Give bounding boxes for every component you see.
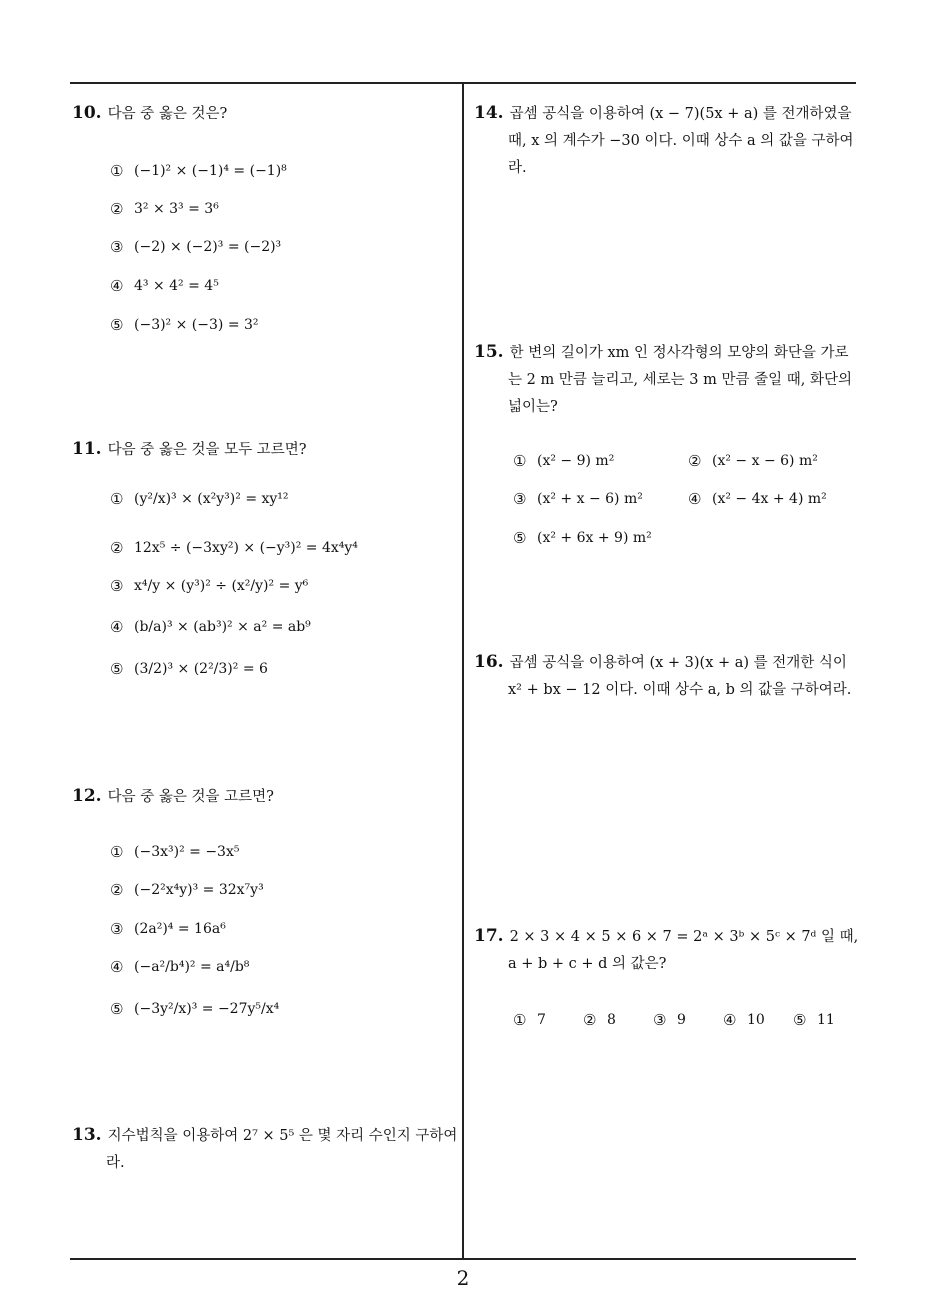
choice-15-2[interactable] <box>688 452 818 470</box>
choice-mark: ④ <box>723 1011 737 1029</box>
choice-11-5[interactable] <box>110 660 268 678</box>
problem-stem: 곱셈 공식을 이용하여 (x − 7)(5x + a) 를 전개하였을 때, x 의 계수가 −30 이다. 이때 상수 a 의 값을 구하여라. <box>508 106 854 176</box>
choice-mark: ② <box>110 539 124 557</box>
choice-mark: ⑤ <box>110 1000 124 1018</box>
choice-mark: ② <box>110 881 124 899</box>
choice-10-2[interactable] <box>110 200 219 218</box>
choice-text: (y²/x)³ × (x²y³)² = xy¹² <box>134 491 289 507</box>
choice-mark: ③ <box>110 920 124 938</box>
choice-text: (2a²)⁴ = 16a⁶ <box>134 921 226 937</box>
choice-text: x⁴/y × (y³)² ÷ (x²/y)² = y⁶ <box>134 578 309 594</box>
choice-mark: ④ <box>110 958 124 976</box>
choice-text: 7 <box>537 1012 546 1028</box>
choice-text: 3² × 3³ = 3⁶ <box>134 201 219 217</box>
bottom-rule <box>70 1258 856 1260</box>
choice-text: (−3x³)² = −3x⁵ <box>134 844 240 860</box>
choice-12-5[interactable] <box>110 1000 279 1018</box>
choice-mark: ① <box>513 452 527 470</box>
choice-17-5[interactable] <box>793 1011 835 1029</box>
choice-mark: ④ <box>688 490 702 508</box>
choice-text: (x² − 4x + 4) m² <box>712 491 827 507</box>
problem-15 <box>474 339 860 421</box>
problem-stem: 다음 중 옳은 것을 모두 고르면? <box>107 442 307 458</box>
choice-text: (x² + x − 6) m² <box>537 491 643 507</box>
problem-number: 10. <box>72 103 102 123</box>
choice-text: (3/2)³ × (2²/3)² = 6 <box>134 661 268 677</box>
column-divider <box>462 83 464 1259</box>
choice-text: (−2²x⁴y)³ = 32x⁷y³ <box>134 882 264 898</box>
choice-mark: ⑤ <box>793 1011 807 1029</box>
problem-stem: 한 변의 길이가 xm 인 정사각형의 모양의 화단을 가로는 2 m 만큼 늘리고, 세로는 3 m 만큼 줄일 때, 화단의 넓이는? <box>508 345 852 415</box>
choice-mark: ⑤ <box>110 660 124 678</box>
choice-17-4[interactable] <box>723 1011 765 1029</box>
choice-mark: ⑤ <box>513 529 527 547</box>
problem-stem: 다음 중 옳은 것을 고르면? <box>107 789 274 805</box>
choice-text: 8 <box>607 1012 616 1028</box>
choice-15-1[interactable] <box>513 452 614 470</box>
problem-number: 13. <box>72 1125 102 1145</box>
problem-stem: 지수법칙을 이용하여 2⁷ × 5⁵ 은 몇 자리 수인지 구하여라. <box>106 1128 458 1171</box>
choice-11-1[interactable] <box>110 490 289 508</box>
choice-12-3[interactable] <box>110 920 226 938</box>
problem-number: 11. <box>72 439 102 459</box>
choice-mark: ⑤ <box>110 316 124 334</box>
choice-text: 10 <box>747 1012 765 1028</box>
problem-number: 12. <box>72 786 102 806</box>
problem-number: 14. <box>474 103 504 123</box>
choice-text: (−3)² × (−3) = 3² <box>134 317 259 333</box>
choice-mark: ④ <box>110 618 124 636</box>
choice-text: 4³ × 4² = 4⁵ <box>134 278 219 294</box>
choice-15-4[interactable] <box>688 490 827 508</box>
choice-17-2[interactable] <box>583 1011 616 1029</box>
choice-mark: ③ <box>110 238 124 256</box>
choice-mark: ① <box>110 162 124 180</box>
problem-stem: 곱셈 공식을 이용하여 (x + 3)(x + a) 를 전개한 식이 x² + bx − 12 이다. 이때 상수 a, b 의 값을 구하여라. <box>508 655 852 698</box>
problem-number: 16. <box>474 652 504 672</box>
choice-10-5[interactable] <box>110 316 259 334</box>
choice-text: (−2) × (−2)³ = (−2)³ <box>134 239 282 255</box>
choice-mark: ① <box>513 1011 527 1029</box>
choice-mark: ① <box>110 843 124 861</box>
choice-10-4[interactable] <box>110 277 219 295</box>
choice-mark: ② <box>583 1011 597 1029</box>
choice-12-1[interactable] <box>110 843 239 861</box>
choice-mark: ② <box>110 200 124 218</box>
choice-text: (x² − x − 6) m² <box>712 453 818 469</box>
choice-text: (−1)² × (−1)⁴ = (−1)⁸ <box>134 163 287 179</box>
problem-number: 17. <box>474 926 504 946</box>
choice-mark: ② <box>688 452 702 470</box>
problem-stem: 2 × 3 × 4 × 5 × 6 × 7 = 2ᵃ × 3ᵇ × 5ᶜ × 7ᵈ 일 때, a + b + c + d 의 값은? <box>508 929 859 972</box>
choice-11-3[interactable] <box>110 577 308 595</box>
choice-text: 11 <box>817 1012 835 1028</box>
choice-mark: ③ <box>110 577 124 595</box>
choice-10-3[interactable] <box>110 238 281 256</box>
choice-15-3[interactable] <box>513 490 643 508</box>
choice-11-4[interactable] <box>110 618 311 636</box>
problem-16 <box>474 649 860 704</box>
choice-12-4[interactable] <box>110 958 249 976</box>
choice-mark: ④ <box>110 277 124 295</box>
choice-text: (−3y²/x)³ = −27y⁵/x⁴ <box>134 1001 280 1017</box>
choice-mark: ③ <box>513 490 527 508</box>
choice-17-1[interactable] <box>513 1011 546 1029</box>
choice-mark: ③ <box>653 1011 667 1029</box>
choice-17-3[interactable] <box>653 1011 686 1029</box>
choice-text: (−a²/b⁴)² = a⁴/b⁸ <box>134 959 250 975</box>
problem-stem: 다음 중 옳은 것은? <box>107 106 228 122</box>
problem-11 <box>72 436 452 464</box>
page-number: 2 <box>456 1266 470 1290</box>
problem-14 <box>474 100 860 182</box>
choice-text: (b/a)³ × (ab³)² × a² = ab⁹ <box>134 619 311 635</box>
problem-12 <box>72 783 452 811</box>
choice-text: 9 <box>677 1012 686 1028</box>
choice-text: (x² + 6x + 9) m² <box>537 530 652 546</box>
choice-mark: ① <box>110 490 124 508</box>
choice-11-2[interactable] <box>110 539 358 557</box>
choice-10-1[interactable] <box>110 162 287 180</box>
problem-13 <box>72 1122 458 1177</box>
problem-number: 15. <box>474 342 504 362</box>
problem-10 <box>72 100 452 128</box>
choice-12-2[interactable] <box>110 881 264 899</box>
problem-17 <box>474 923 860 978</box>
choice-15-5[interactable] <box>513 529 652 547</box>
choice-text: (x² − 9) m² <box>537 453 615 469</box>
choice-text: 12x⁵ ÷ (−3xy²) × (−y³)² = 4x⁴y⁴ <box>134 540 358 556</box>
